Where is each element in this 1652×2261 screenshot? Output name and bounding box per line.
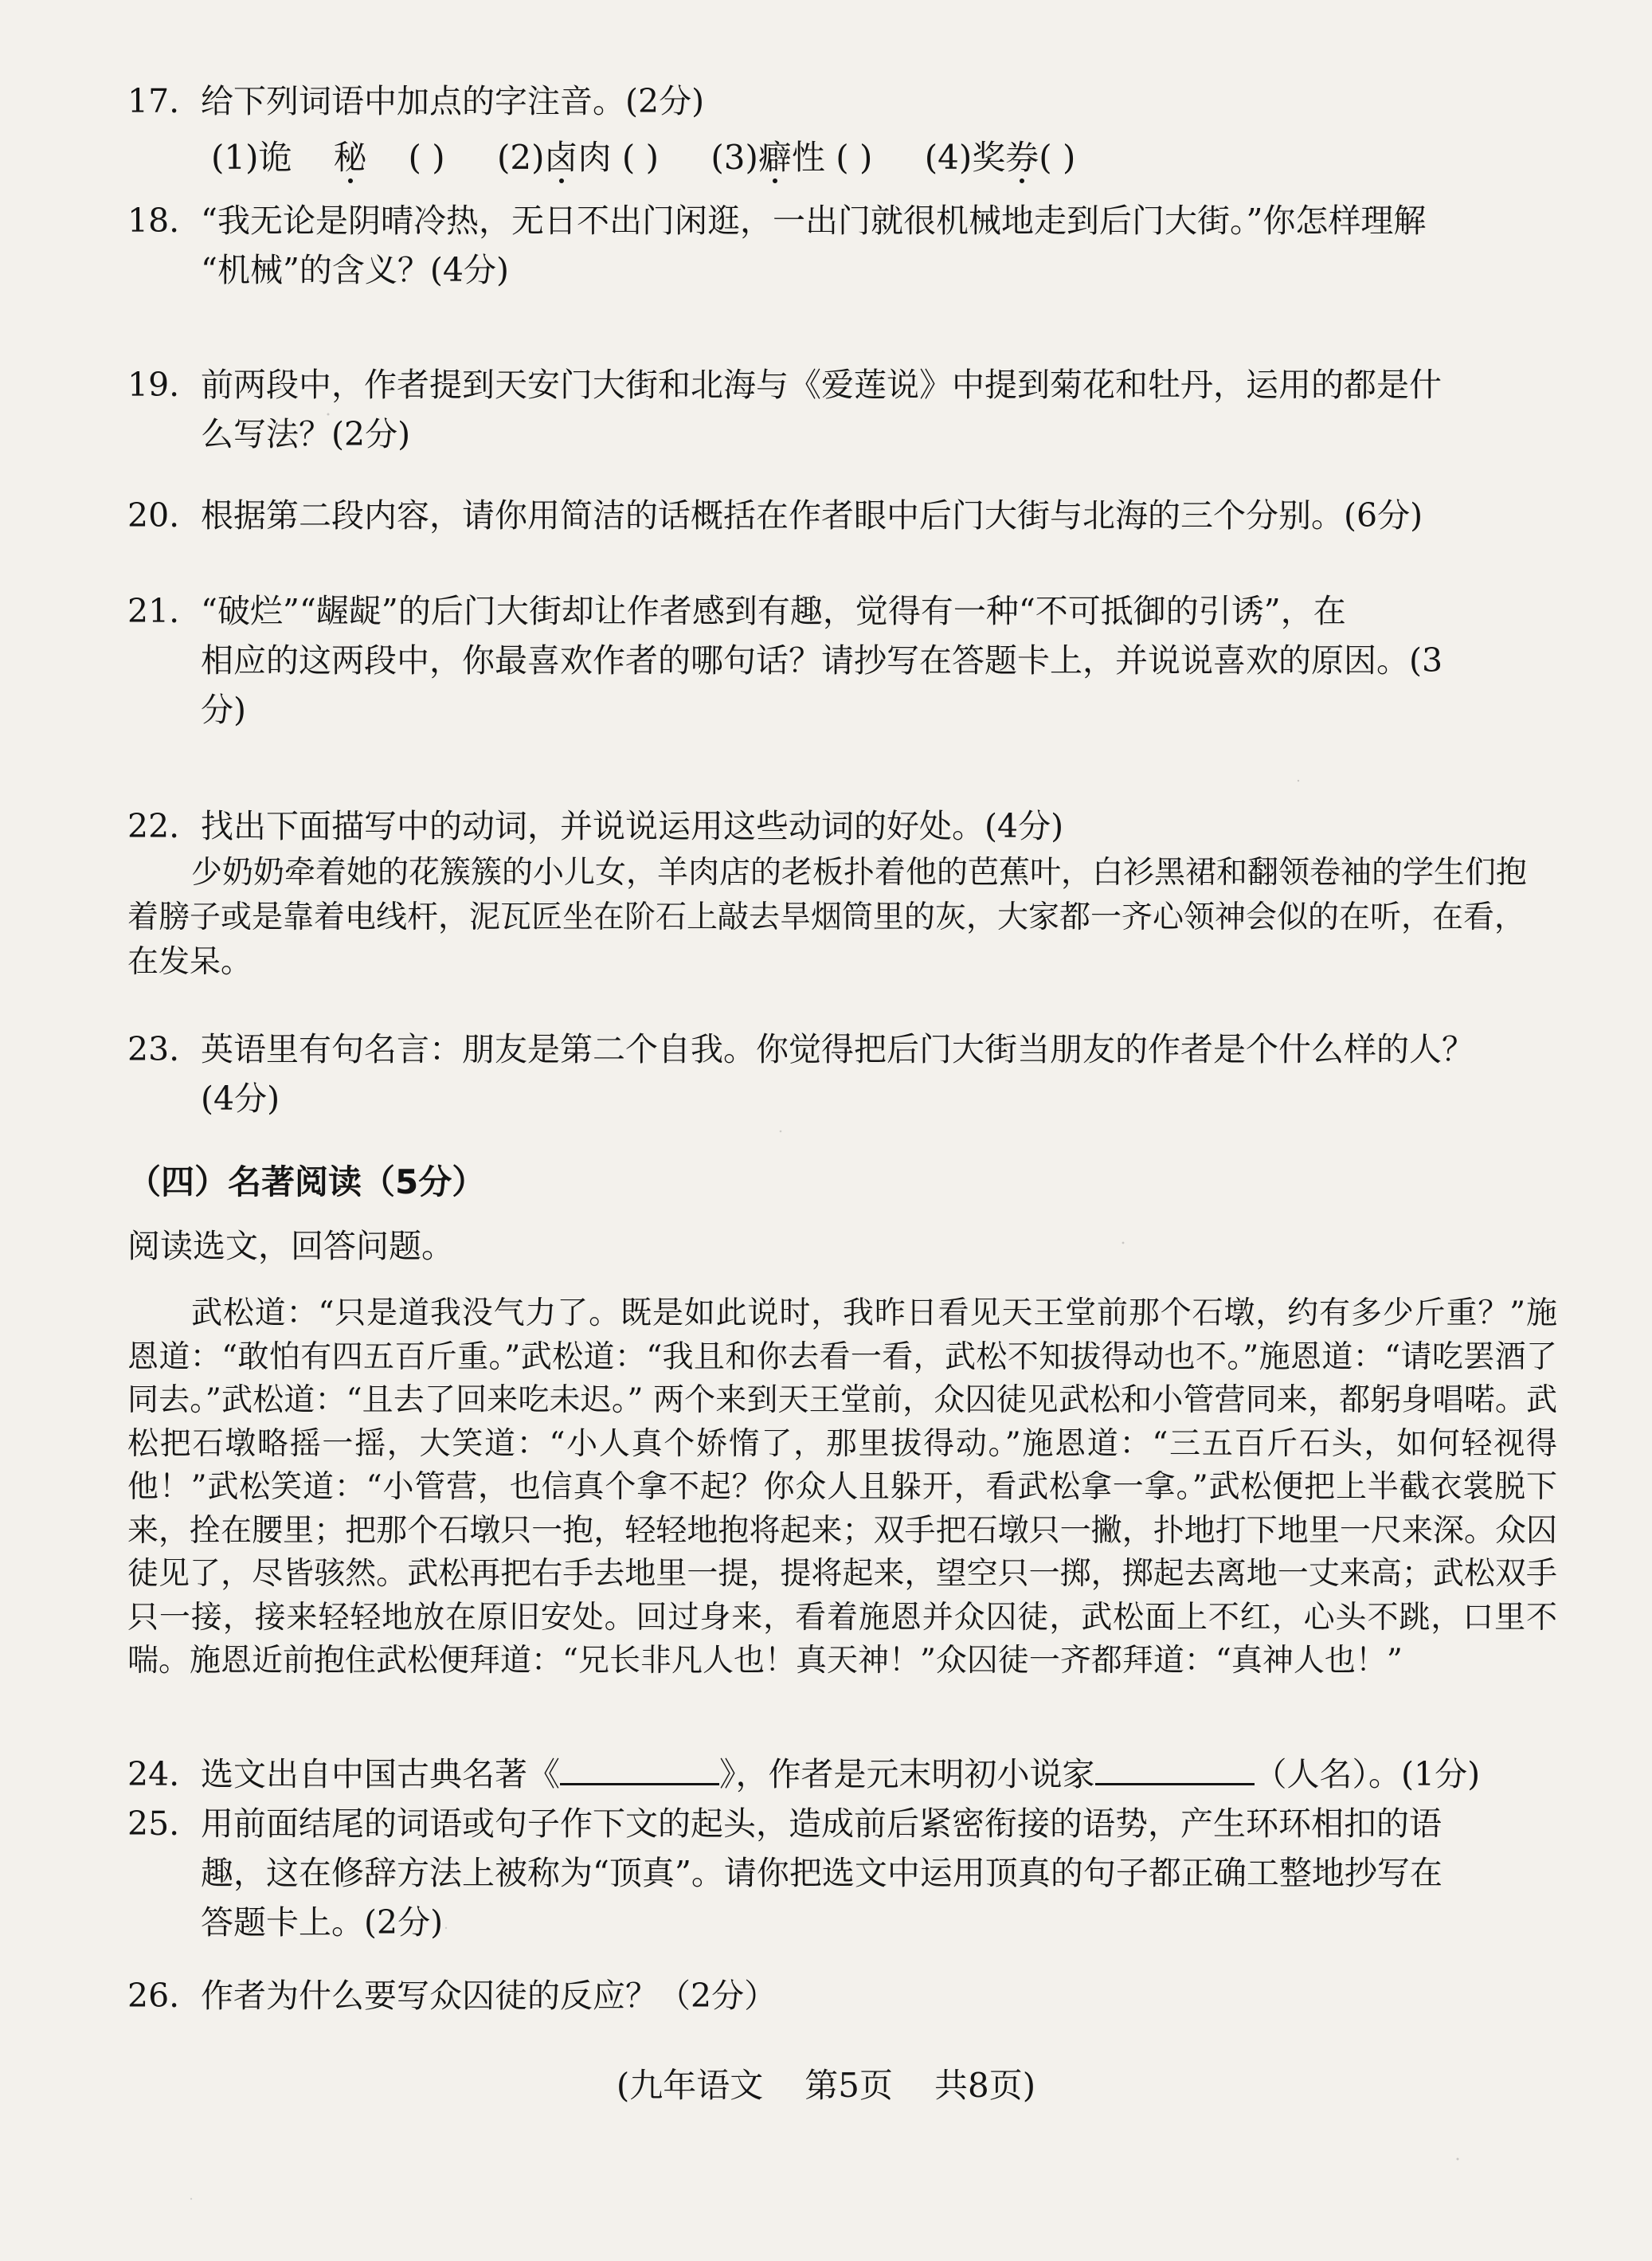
section-title: （四）名著阅读（5分） <box>127 1162 486 1201</box>
answer-blank-author[interactable] <box>1095 1751 1255 1785</box>
question-text-line3: 答题卡上。(2分) <box>201 1903 444 1942</box>
question-number: 21. <box>127 592 180 630</box>
question-text-line2: 相应的这两段中，你最喜欢作者的哪句话？请抄写在答题卡上，并说说喜欢的原因。(3 <box>201 641 1443 680</box>
question-number: 25. <box>127 1804 180 1843</box>
question-number: 20. <box>127 496 180 535</box>
question-21 <box>127 586 1561 735</box>
question-number: 19. <box>127 366 180 404</box>
question-18 <box>127 196 1561 295</box>
answer-blank-book[interactable] <box>560 1751 719 1785</box>
footer-total: 共8页) <box>934 2066 1036 2105</box>
question-text-line2: 么写法？(2分) <box>201 415 411 453</box>
question-text-line2: “机械”的含义？(4分) <box>201 251 509 289</box>
question-23 <box>127 1025 1561 1123</box>
dotted-char: 券 <box>1005 138 1039 177</box>
question-text-line1: 用前面结尾的词语或句子作下文的起头，造成前后紧密衔接的语势，产生环环相扣的语 <box>201 1804 1442 1843</box>
question-number: 22. <box>127 807 180 845</box>
question-text-part2: 》，作者是元末明初小说家 <box>719 1755 1095 1793</box>
question-17 <box>127 76 1561 126</box>
question-text-part3: （人名）。(1分) <box>1254 1755 1481 1793</box>
question-text-line1: 英语里有句名言：朋友是第二个自我。你觉得把后门大街当朋友的作者是个什么样的人？ <box>201 1030 1474 1068</box>
question-number: 24. <box>127 1755 180 1793</box>
q17-items <box>211 134 1117 182</box>
question-text-part1: 选文出自中国古典名著《 <box>201 1755 560 1793</box>
dotted-char: 癖 <box>757 138 792 177</box>
question-25 <box>127 1799 1561 1947</box>
footer-page: 第5页 <box>804 2066 893 2105</box>
q17-item-2: (2)卤肉 ( ) <box>497 138 659 177</box>
q17-item-4: (4)奖券( ) <box>924 138 1076 177</box>
question-number: 17. <box>127 82 180 120</box>
section-instruction: 阅读选文，回答问题。 <box>127 1227 454 1265</box>
question-text-line2: (4分) <box>201 1080 280 1118</box>
question-number: 18. <box>127 202 180 240</box>
question-text: 作者为什么要写众囚徒的反应？（2分） <box>201 1977 777 2015</box>
question-24 <box>127 1750 1561 1799</box>
question-text-line3: 分) <box>201 691 246 729</box>
question-text-line1: “破烂”“龌龊”的后门大街却让作者感到有趣，觉得有一种“不可抵御的引诱”，在 <box>201 592 1346 630</box>
footer-subject: (九年语文 <box>616 2066 764 2105</box>
question-number: 26. <box>127 1977 180 2015</box>
dotted-char: 卤 <box>544 138 578 177</box>
question-text-line2: 趣，这在修辞方法上被称为“顶真”。请你把选文中运用顶真的句子都正确工整地抄写在 <box>201 1854 1443 1892</box>
q17-item-1: (1)诡 秘 ( ) <box>211 138 445 177</box>
question-text-line1: “我无论是阴晴冷热，无日不出门闲逛，一出门就很机械地走到后门大街。”你怎样理解 <box>201 202 1427 240</box>
page-footer <box>0 2062 1652 2110</box>
question-20 <box>127 491 1561 540</box>
q17-item-3: (3)癖性 ( ) <box>711 138 873 177</box>
question-text: 找出下面描写中的动词，并说说运用这些动词的好处。(4分) <box>201 807 1064 845</box>
question-text: 给下列词语中加点的字注音。(2分) <box>201 82 705 120</box>
question-number: 23. <box>127 1030 180 1068</box>
q22-passage: 少奶奶牵着她的花簇簇的小儿女，羊肉店的老板扑着他的芭蕉叶，白衫黑裙和翻领卷袖的学生们抱着膀子或是靠着电线杆，泥瓦匠坐在阶石上敲去旱烟筒里的灰，大家都一齐心领神会似的在听，在看，在发呆。 <box>127 855 1528 980</box>
question-19 <box>127 360 1561 459</box>
excerpt-passage: 武松道：“只是道我没气力了。既是如此说时，我昨日看见天王堂前那个石墩，约有多少斤重？”施恩道：“敢怕有四五百斤重。”武松道：“我且和你去看一看，武松不知拔得动也不。”施恩道：“请吃罢酒了同去。”武松道：“且去了回来吃未迟。” 两个来到天王堂前，众囚徒见武松和小管营同来，都躬身唱喏。武松把石墩略摇一摇，大笑道：“小人真个娇惰了，那里拔得动。”施恩道：“三五百斤石头，如何轻视得他！”武松笑道：“小管营，也信真个拿不起？你众人且躲开，看武松拿一拿。”武松便把上半截衣裳脱下来，拴在腰里；把那个石墩只一抱，轻轻地抱将起来；双手把石墩只一撇，扑地打下地里一尺来深。众囚徒见了，尽皆骇然。武松再把右手去地里一提，提将起来，望空只一掷，掷起去离地一丈来高；武松双手只一接，接来轻轻地放在原旧安处。回过身来，看着施恩并众囚徒，武松面上不红，心头不跳，口里不喘。施恩近前抱住武松便拜道：“兄长非凡人也！真天神！”众囚徒一齐都拜道：“真神人也！” <box>127 1295 1557 1679</box>
question-22 <box>127 801 1561 851</box>
question-26 <box>127 1971 1561 2020</box>
question-text-line1: 前两段中，作者提到天安门大街和北海与《爱莲说》中提到菊花和牡丹，运用的都是什 <box>201 366 1442 404</box>
question-text: 根据第二段内容，请你用简洁的话概括在作者眼中后门大街与北海的三个分别。(6分) <box>201 496 1423 535</box>
dotted-char: 秘 <box>333 138 367 177</box>
